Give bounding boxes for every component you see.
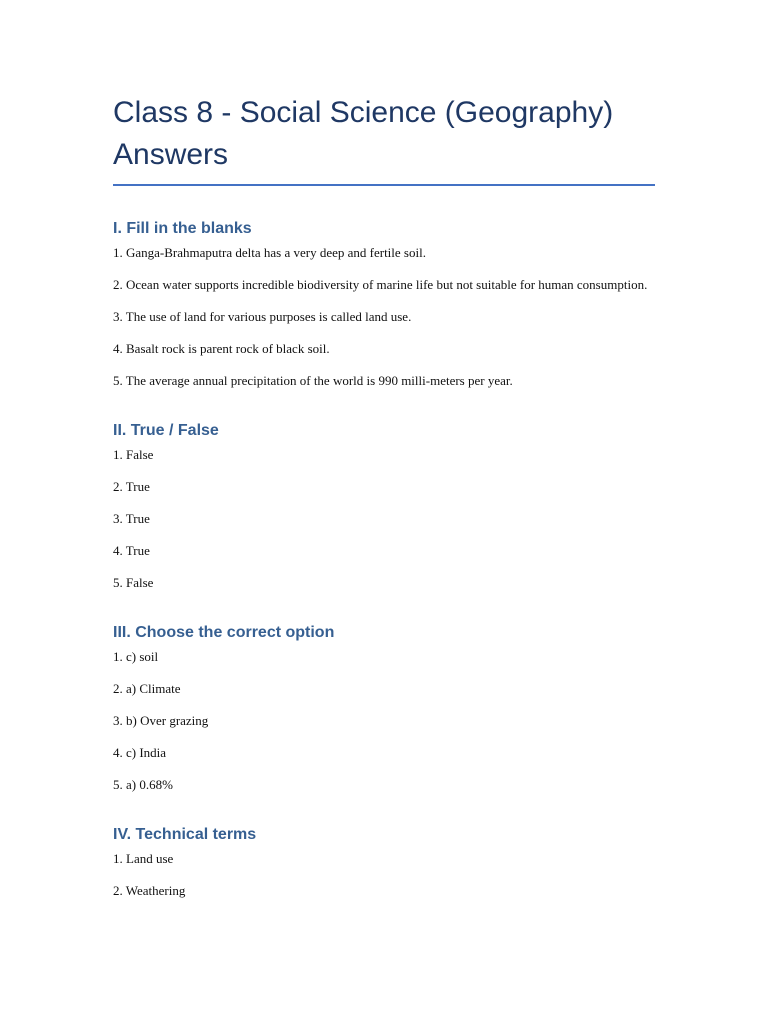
section-true-false	[113, 420, 655, 592]
answer-item: 4. Basalt rock is parent rock of black soil.	[113, 341, 330, 356]
section-heading: II. True / False	[113, 422, 219, 439]
answer-list	[113, 446, 655, 592]
answer-list	[113, 648, 655, 794]
answer-item: 1. c) soil	[113, 649, 159, 664]
answer-item: 3. True	[113, 511, 150, 526]
answer-item: 1. Ganga-Brahmaputra delta has a very deep and fertile soil.	[113, 245, 426, 260]
answer-item: 2. a) Climate	[113, 681, 181, 696]
answer-list	[113, 244, 655, 390]
answer-item: 5. The average annual precipitation of the world is 990 milli-meters per year.	[113, 373, 513, 388]
answer-list	[113, 850, 655, 900]
answer-item: 2. Weathering	[113, 883, 186, 898]
answer-item: 1. Land use	[113, 851, 174, 866]
section-fill-in-the-blanks	[113, 218, 655, 390]
answer-item: 3. b) Over grazing	[113, 713, 209, 728]
answer-item: 2. True	[113, 479, 150, 494]
document-page	[113, 92, 655, 914]
section-heading: III. Choose the correct option	[113, 624, 335, 641]
document-title: Class 8 - Social Science (Geography) Answers	[113, 92, 655, 186]
section-heading: IV. Technical terms	[113, 826, 257, 843]
section-technical-terms	[113, 824, 655, 900]
section-heading: I. Fill in the blanks	[113, 220, 252, 237]
answer-item: 3. The use of land for various purposes is called land use.	[113, 309, 412, 324]
answer-item: 4. True	[113, 543, 150, 558]
answer-item: 4. c) India	[113, 745, 167, 760]
answer-item: 5. False	[113, 575, 154, 590]
answer-item: 2. Ocean water supports incredible biodiversity of marine life but not suitable for human consumption.	[113, 277, 648, 292]
answer-item: 1. False	[113, 447, 154, 462]
section-choose-correct-option	[113, 622, 655, 794]
answer-item: 5. a) 0.68%	[113, 777, 173, 792]
